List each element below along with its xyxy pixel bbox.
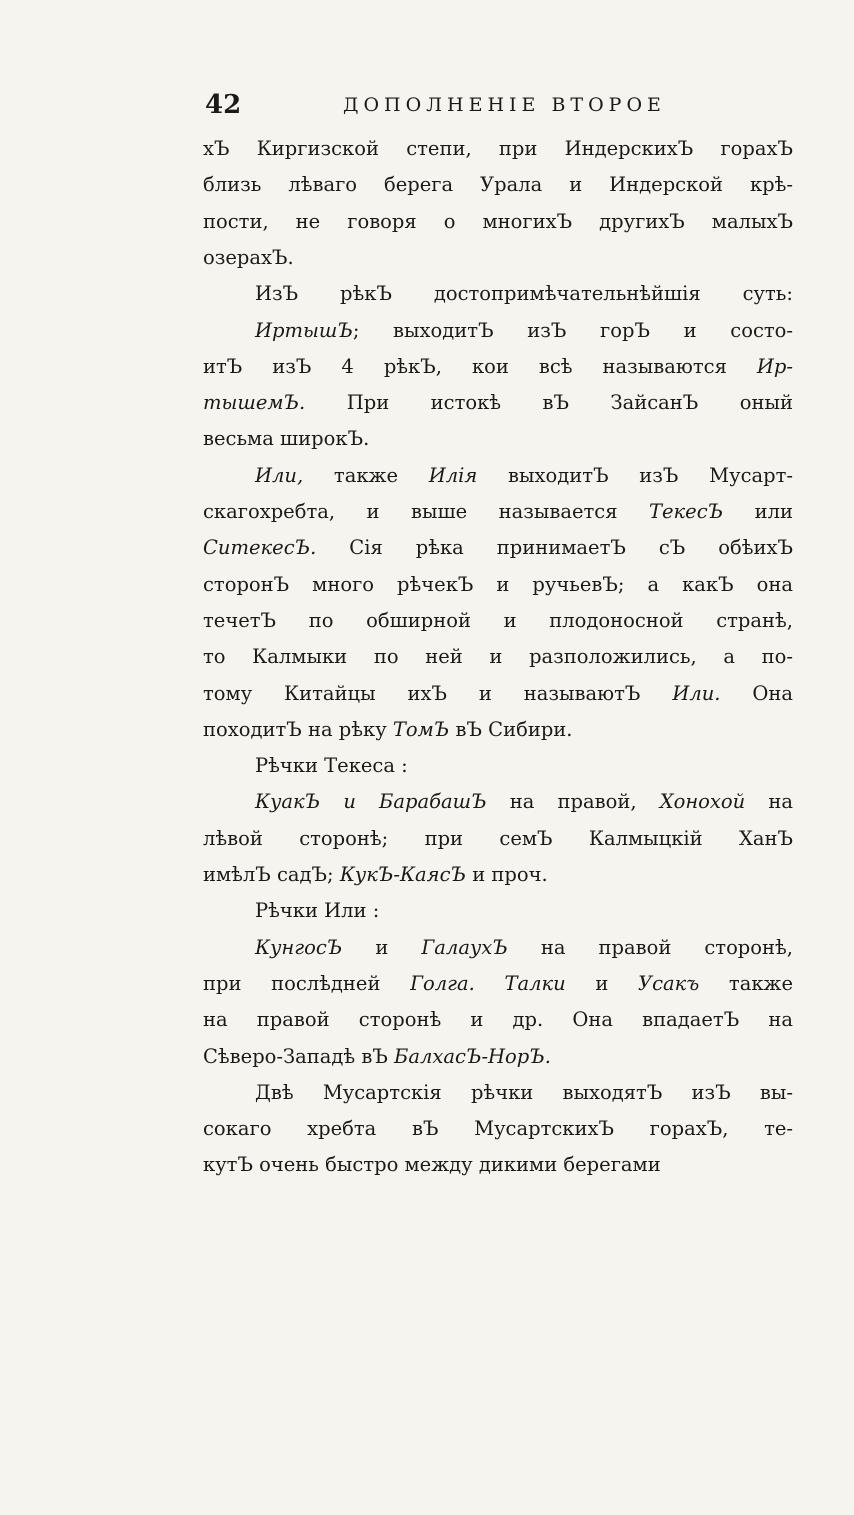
italic-term: КукЪ-КаясЪ (339, 863, 466, 886)
text-run: ; выходитЪ изЪ горЪ и состо- (352, 318, 793, 342)
text-line (203, 785, 793, 819)
page-number: 42 (205, 90, 242, 120)
text-run: ИзЪ рѣкЪ достопримѣчательнѣйшія суть: (255, 282, 793, 306)
text-run: также (699, 971, 793, 995)
text-line (203, 1148, 793, 1182)
text-run: или (723, 500, 793, 523)
text-line (203, 314, 793, 348)
text-run: на правой сторонѣ и др. Она впадаетЪ на (203, 1008, 793, 1032)
text-line (203, 422, 793, 456)
text-run: на правой сторонѣ, (507, 935, 793, 959)
text-line (203, 713, 793, 747)
italic-term: Хонохой (659, 790, 746, 814)
italic-term: Илія (428, 463, 478, 487)
text-run: на (745, 790, 793, 814)
text-run: кутЪ очень быстро между дикими берегами (203, 1153, 661, 1177)
text-run: то Калмыки по ней и разположились, а по- (203, 645, 793, 669)
text-run: Рѣчки Или : (255, 899, 380, 923)
text-run: сторонЪ много рѣчекЪ и ручьевЪ; а какЪ она (203, 572, 793, 596)
italic-term: КуакЪ и БарабашЪ (255, 790, 487, 814)
running-head: ДОПОЛНЕНІЕ ВТОРОЕ (343, 94, 666, 116)
text-run: при послѣдней (203, 971, 411, 995)
text-line (203, 241, 793, 275)
text-line (203, 459, 793, 493)
text-run: близь лѣваго берега Урала и Индерской крѣ- (203, 173, 793, 197)
text-run: и (565, 971, 638, 995)
text-run: Рѣчки Текеса : (255, 754, 408, 778)
italic-term: БалхасЪ-НорЪ. (394, 1044, 551, 1068)
text-run: хЪ Киргизской степи, при ИндерскихЪ горахЪ (203, 137, 793, 160)
text-line (203, 168, 793, 202)
text-run: Сѣверо-Западѣ вЪ (203, 1044, 395, 1068)
text-run: имѣлЪ садЪ; (203, 863, 340, 886)
italic-term: тышемЪ. (203, 391, 306, 415)
text-run: сокаго хребта вЪ МусартскихЪ горахЪ, те- (203, 1117, 793, 1141)
italic-term: Или, (255, 463, 304, 487)
text-line (203, 822, 793, 856)
text-line (203, 640, 793, 674)
text-line (203, 495, 793, 529)
text-run: Двѣ Мусартскія рѣчки выходятЪ изЪ вы- (255, 1080, 793, 1104)
italic-term: КунгосЪ (255, 935, 343, 959)
page-header (205, 88, 675, 128)
text-line (203, 205, 793, 239)
text-line (203, 858, 793, 892)
text-line (203, 604, 793, 638)
italic-term: ИртышЪ (255, 318, 353, 342)
text-run: При истокѣ вЪ ЗайсанЪ оный (305, 391, 793, 415)
italic-term: Голга. Талки (410, 971, 566, 995)
text-line (203, 1003, 793, 1037)
italic-term: Усакъ (638, 971, 700, 995)
text-line (203, 677, 793, 711)
text-run: вЪ Сибири. (449, 717, 573, 741)
italic-term: Или. (672, 681, 721, 705)
text-run: итЪ изЪ 4 рѣкЪ, кои всѣ называются (203, 354, 757, 378)
text-run: выходитЪ изЪ Мусарт- (477, 463, 793, 487)
text-line (203, 1040, 793, 1074)
text-run: Сія рѣка принимаетЪ сЪ обѣихЪ (316, 536, 793, 560)
text-line (203, 931, 793, 965)
text-run: весьма широкЪ. (203, 427, 370, 451)
text-run: течетЪ по обширной и плодоносной странѣ, (203, 608, 793, 632)
text-run: и (342, 935, 422, 959)
text-run: озерахЪ. (203, 245, 294, 269)
text-line (203, 1076, 793, 1110)
italic-term: ТекесЪ (648, 500, 724, 523)
text-line (203, 132, 793, 166)
text-line (203, 749, 793, 783)
text-line (203, 531, 793, 565)
text-line (203, 350, 793, 384)
text-run: на правой, (486, 790, 660, 814)
italic-term: ТомЪ (392, 717, 450, 741)
italic-term: ГалаухЪ (421, 935, 508, 959)
text-run: и проч. (466, 863, 548, 886)
text-run: лѣвой сторонѣ; при семЪ Калмыцкій ХанЪ (203, 826, 793, 850)
text-line (203, 894, 793, 928)
text-run: тому Китайцы ихЪ и называютЪ (203, 681, 673, 705)
text-run: Она (720, 681, 793, 705)
italic-term: Ир- (756, 354, 793, 378)
text-run: скагохребта, и выше называется (203, 500, 649, 523)
italic-term: СитекесЪ. (203, 536, 317, 560)
text-line (203, 1112, 793, 1146)
text-run: походитЪ на рѣку (203, 717, 393, 741)
text-line (203, 568, 793, 602)
text-run: пости, не говоря о многихЪ другихЪ малыхЪ (203, 209, 793, 233)
text-run: также (303, 463, 429, 487)
text-line (203, 967, 793, 1001)
text-line (203, 386, 793, 420)
text-line (203, 277, 793, 311)
